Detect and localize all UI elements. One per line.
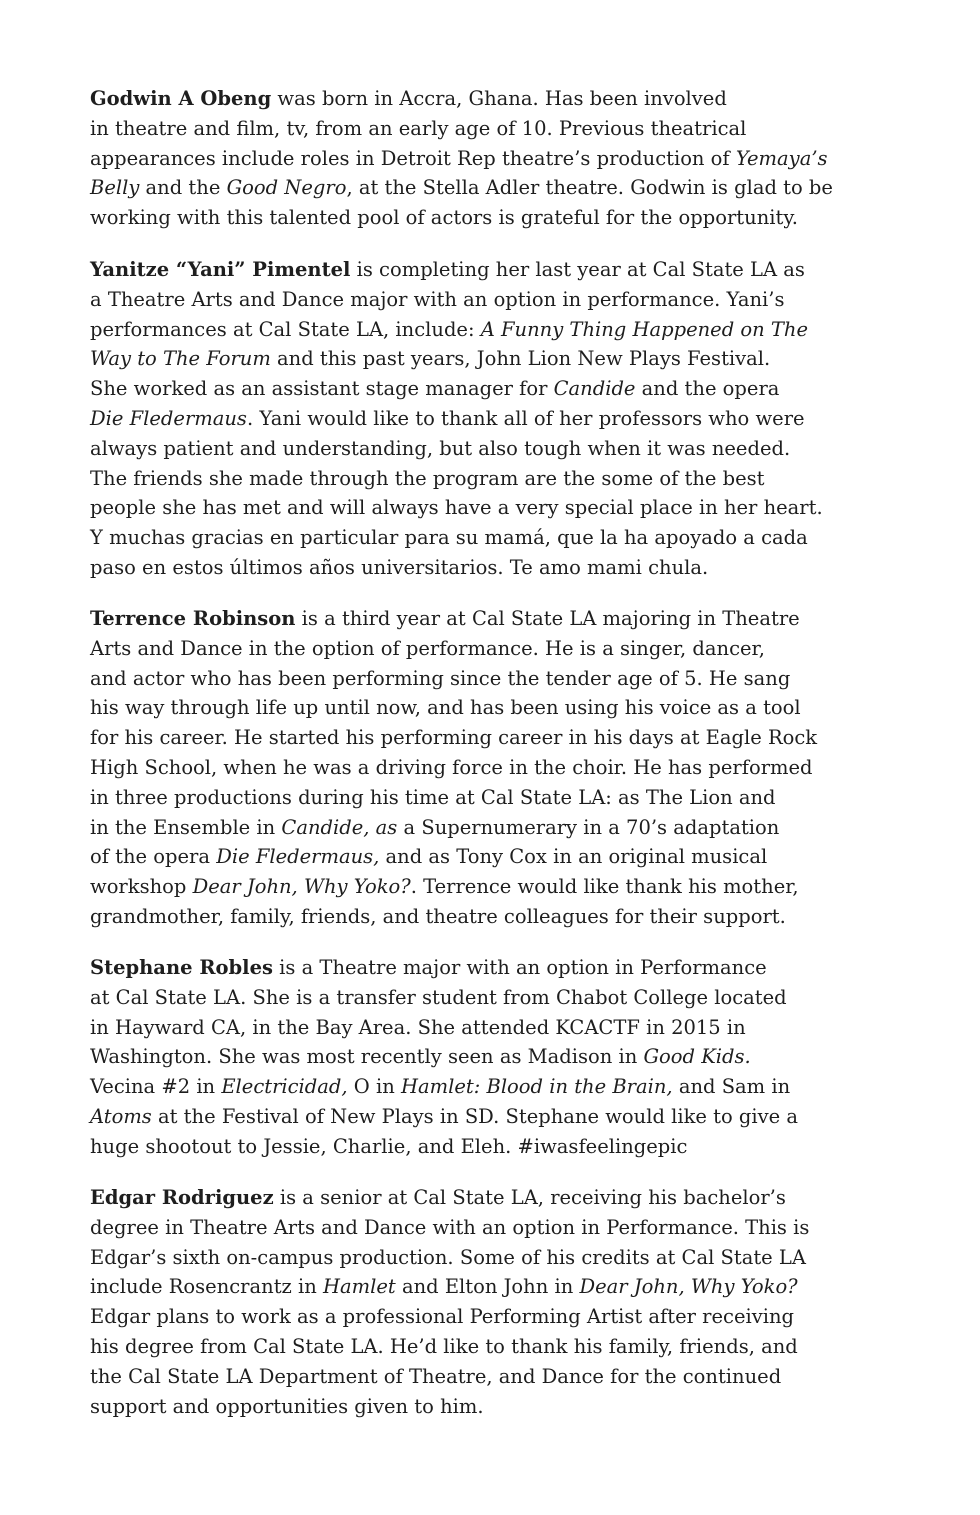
production-title: Good Negro xyxy=(226,176,347,200)
bio-text: Washington. She was most recently seen as Madison in xyxy=(90,1045,644,1069)
bio-text: in theatre and film, tv, from an early age of 10. Previous theatrical xyxy=(90,116,747,140)
performer-name: Yanitze “Yani” Pimentel xyxy=(90,258,351,281)
bio-line xyxy=(90,84,920,114)
bio-text: and the xyxy=(139,176,227,200)
bio-text: Edgar’s sixth on-campus production. Some of his credits at Cal State LA xyxy=(90,1245,806,1269)
production-title: Hamlet xyxy=(323,1275,396,1299)
bio-line xyxy=(90,842,920,872)
bio-text: for his career. He started his performing career in his days at Eagle Rock xyxy=(90,726,818,750)
bio-line xyxy=(90,634,920,664)
bio-line xyxy=(90,523,920,553)
bio-line xyxy=(90,255,920,285)
bio-edgar-rodriguez xyxy=(90,1183,920,1421)
bio-line xyxy=(90,953,920,983)
bio-text: huge shootout to Jessie, Charlie, and Eleh. #iwasfeelingepic xyxy=(90,1134,688,1158)
production-title: Die Fledermaus, xyxy=(216,845,380,869)
bio-line xyxy=(90,203,920,233)
bio-line xyxy=(90,872,920,902)
bio-godwin-obeng xyxy=(90,84,920,233)
bio-line xyxy=(90,1302,920,1332)
bio-text: She worked as an assistant stage manager for xyxy=(90,377,554,401)
bio-text: people she has met and will always have a very special place in her heart. xyxy=(90,496,823,520)
bio-text: in three productions during his time at Cal State LA: as The Lion and xyxy=(90,785,776,809)
bio-text: and the opera xyxy=(635,377,780,401)
bio-line xyxy=(90,1102,920,1132)
bio-text: is a senior at Cal State LA, receiving his bachelor’s xyxy=(273,1186,786,1209)
production-title: Dear John, Why Yoko? xyxy=(192,875,411,899)
bio-line xyxy=(90,285,920,315)
bio-text: . Terrence would like thank his mother, xyxy=(410,875,799,899)
bio-text: in Hayward CA, in the Bay Area. She attended KCACTF in 2015 in xyxy=(90,1015,746,1039)
bio-text: support and opportunities given to him. xyxy=(90,1394,484,1418)
bio-text: is a Theatre major with an option in Performance xyxy=(272,956,767,979)
bio-line xyxy=(90,1132,920,1162)
bio-text: performances at Cal State LA, include: xyxy=(90,317,481,341)
bio-line xyxy=(90,693,920,723)
bio-text: and this past years, John Lion New Plays Festival. xyxy=(270,347,771,371)
bio-line xyxy=(90,1183,920,1213)
production-title: Dear John, Why Yoko? xyxy=(579,1275,798,1299)
bio-line xyxy=(90,1272,920,1302)
bio-text: workshop xyxy=(90,875,193,899)
bio-text: , at the Stella Adler theatre. Godwin is glad to be xyxy=(346,176,833,200)
bio-text: a Theatre Arts and Dance major with an option in performance. Yani’s xyxy=(90,287,785,311)
bio-line xyxy=(90,434,920,464)
bio-text: degree in Theatre Arts and Dance with an option in Performance. This is xyxy=(90,1215,810,1239)
bio-line xyxy=(90,315,920,345)
bio-line xyxy=(90,813,920,843)
bio-text: always patient and understanding, but also tough when it was needed. xyxy=(90,436,791,460)
bio-line xyxy=(90,114,920,144)
bio-text: and Sam in xyxy=(672,1075,791,1099)
bio-line xyxy=(90,404,920,434)
bio-line xyxy=(90,723,920,753)
bio-text: Y muchas gracias en particular para su mamá, que la ha apoyado a cada xyxy=(90,526,808,550)
bio-terrence-robinson xyxy=(90,604,920,932)
bio-line xyxy=(90,374,920,404)
bio-line xyxy=(90,1362,920,1392)
bio-text: . Yani would like to thank all of her professors who were xyxy=(246,406,805,430)
bio-line xyxy=(90,783,920,813)
production-title: A Funny Thing Happened on The xyxy=(480,317,808,341)
production-title: Candide, as xyxy=(281,815,398,839)
production-title: Die Fledermaus xyxy=(90,406,247,430)
bio-line xyxy=(90,1392,920,1422)
bio-yani-pimentel xyxy=(90,255,920,583)
bio-text: working with this talented pool of actors is grateful for the opportunity. xyxy=(90,206,798,230)
bio-text: appearances include roles in Detroit Rep theatre’s production of xyxy=(90,146,736,170)
bio-text: and actor who has been performing since the tender age of 5. He sang xyxy=(90,666,791,690)
bio-text: paso en estos últimos años universitarios. Te amo mami chula. xyxy=(90,555,709,579)
production-title: Electricidad, xyxy=(221,1075,348,1099)
bio-line xyxy=(90,1243,920,1273)
bio-text: is completing her last year at Cal State LA as xyxy=(350,258,805,281)
production-title: Yemaya’s xyxy=(735,146,828,170)
bio-line xyxy=(90,1072,920,1102)
bio-text: his way through life up until now, and has been using his voice as a tool xyxy=(90,696,801,720)
performer-name: Stephane Robles xyxy=(90,956,273,979)
bio-text: a Supernumerary in a 70’s adaptation xyxy=(397,815,780,839)
bio-text: include Rosencrantz in xyxy=(90,1275,323,1299)
bio-text: Edgar plans to work as a professional Performing Artist after receiving xyxy=(90,1305,795,1329)
bio-line xyxy=(90,344,920,374)
bio-line xyxy=(90,553,920,583)
bio-text: at the Festival of New Plays in SD. Stephane would like to give a xyxy=(151,1104,799,1128)
bio-text: in the Ensemble in xyxy=(90,815,282,839)
bio-line xyxy=(90,983,920,1013)
production-title: Hamlet: Blood in the Brain, xyxy=(400,1075,673,1099)
bio-text: is a third year at Cal State LA majoring in Theatre xyxy=(295,607,800,630)
bio-line xyxy=(90,664,920,694)
bio-line xyxy=(90,753,920,783)
bio-stephane-robles xyxy=(90,953,920,1162)
bio-line xyxy=(90,902,920,932)
bio-line xyxy=(90,493,920,523)
bio-text: The friends she made through the program are the some of the best xyxy=(90,466,765,490)
bio-text: High School, when he was a driving force in the choir. He has performed xyxy=(90,755,813,779)
bio-line xyxy=(90,1042,920,1072)
production-title: Way to The Forum xyxy=(90,347,271,371)
bio-line xyxy=(90,604,920,634)
performer-name: Terrence Robinson xyxy=(90,607,296,630)
bio-line xyxy=(90,1013,920,1043)
bio-text: the Cal State LA Department of Theatre, and Dance for the continued xyxy=(90,1364,782,1388)
bio-line xyxy=(90,1213,920,1243)
bio-text: and as Tony Cox in an original musical xyxy=(379,845,768,869)
bio-text: Arts and Dance in the option of performance. He is a singer, dancer, xyxy=(90,636,765,660)
bio-text: his degree from Cal State LA. He’d like to thank his family, friends, and xyxy=(90,1334,798,1358)
bio-text: at Cal State LA. She is a transfer student from Chabot College located xyxy=(90,985,787,1009)
bio-text: of the opera xyxy=(90,845,217,869)
bio-line xyxy=(90,464,920,494)
performer-name: Edgar Rodriguez xyxy=(90,1186,274,1209)
bio-line xyxy=(90,1332,920,1362)
bio-line xyxy=(90,173,920,203)
bio-text: O in xyxy=(347,1075,401,1099)
production-title: Belly xyxy=(90,176,140,200)
performer-name: Godwin A Obeng xyxy=(90,87,272,110)
bio-text: and Elton John in xyxy=(395,1275,580,1299)
bio-line xyxy=(90,144,920,174)
production-title: Good Kids. xyxy=(643,1045,751,1069)
bio-text: grandmother, family, friends, and theatre colleagues for their support. xyxy=(90,904,786,928)
bio-text: Vecina #2 in xyxy=(90,1075,222,1099)
production-title: Candide xyxy=(553,377,636,401)
production-title: Atoms xyxy=(90,1104,152,1128)
bio-text: was born in Accra, Ghana. Has been involved xyxy=(271,87,727,110)
